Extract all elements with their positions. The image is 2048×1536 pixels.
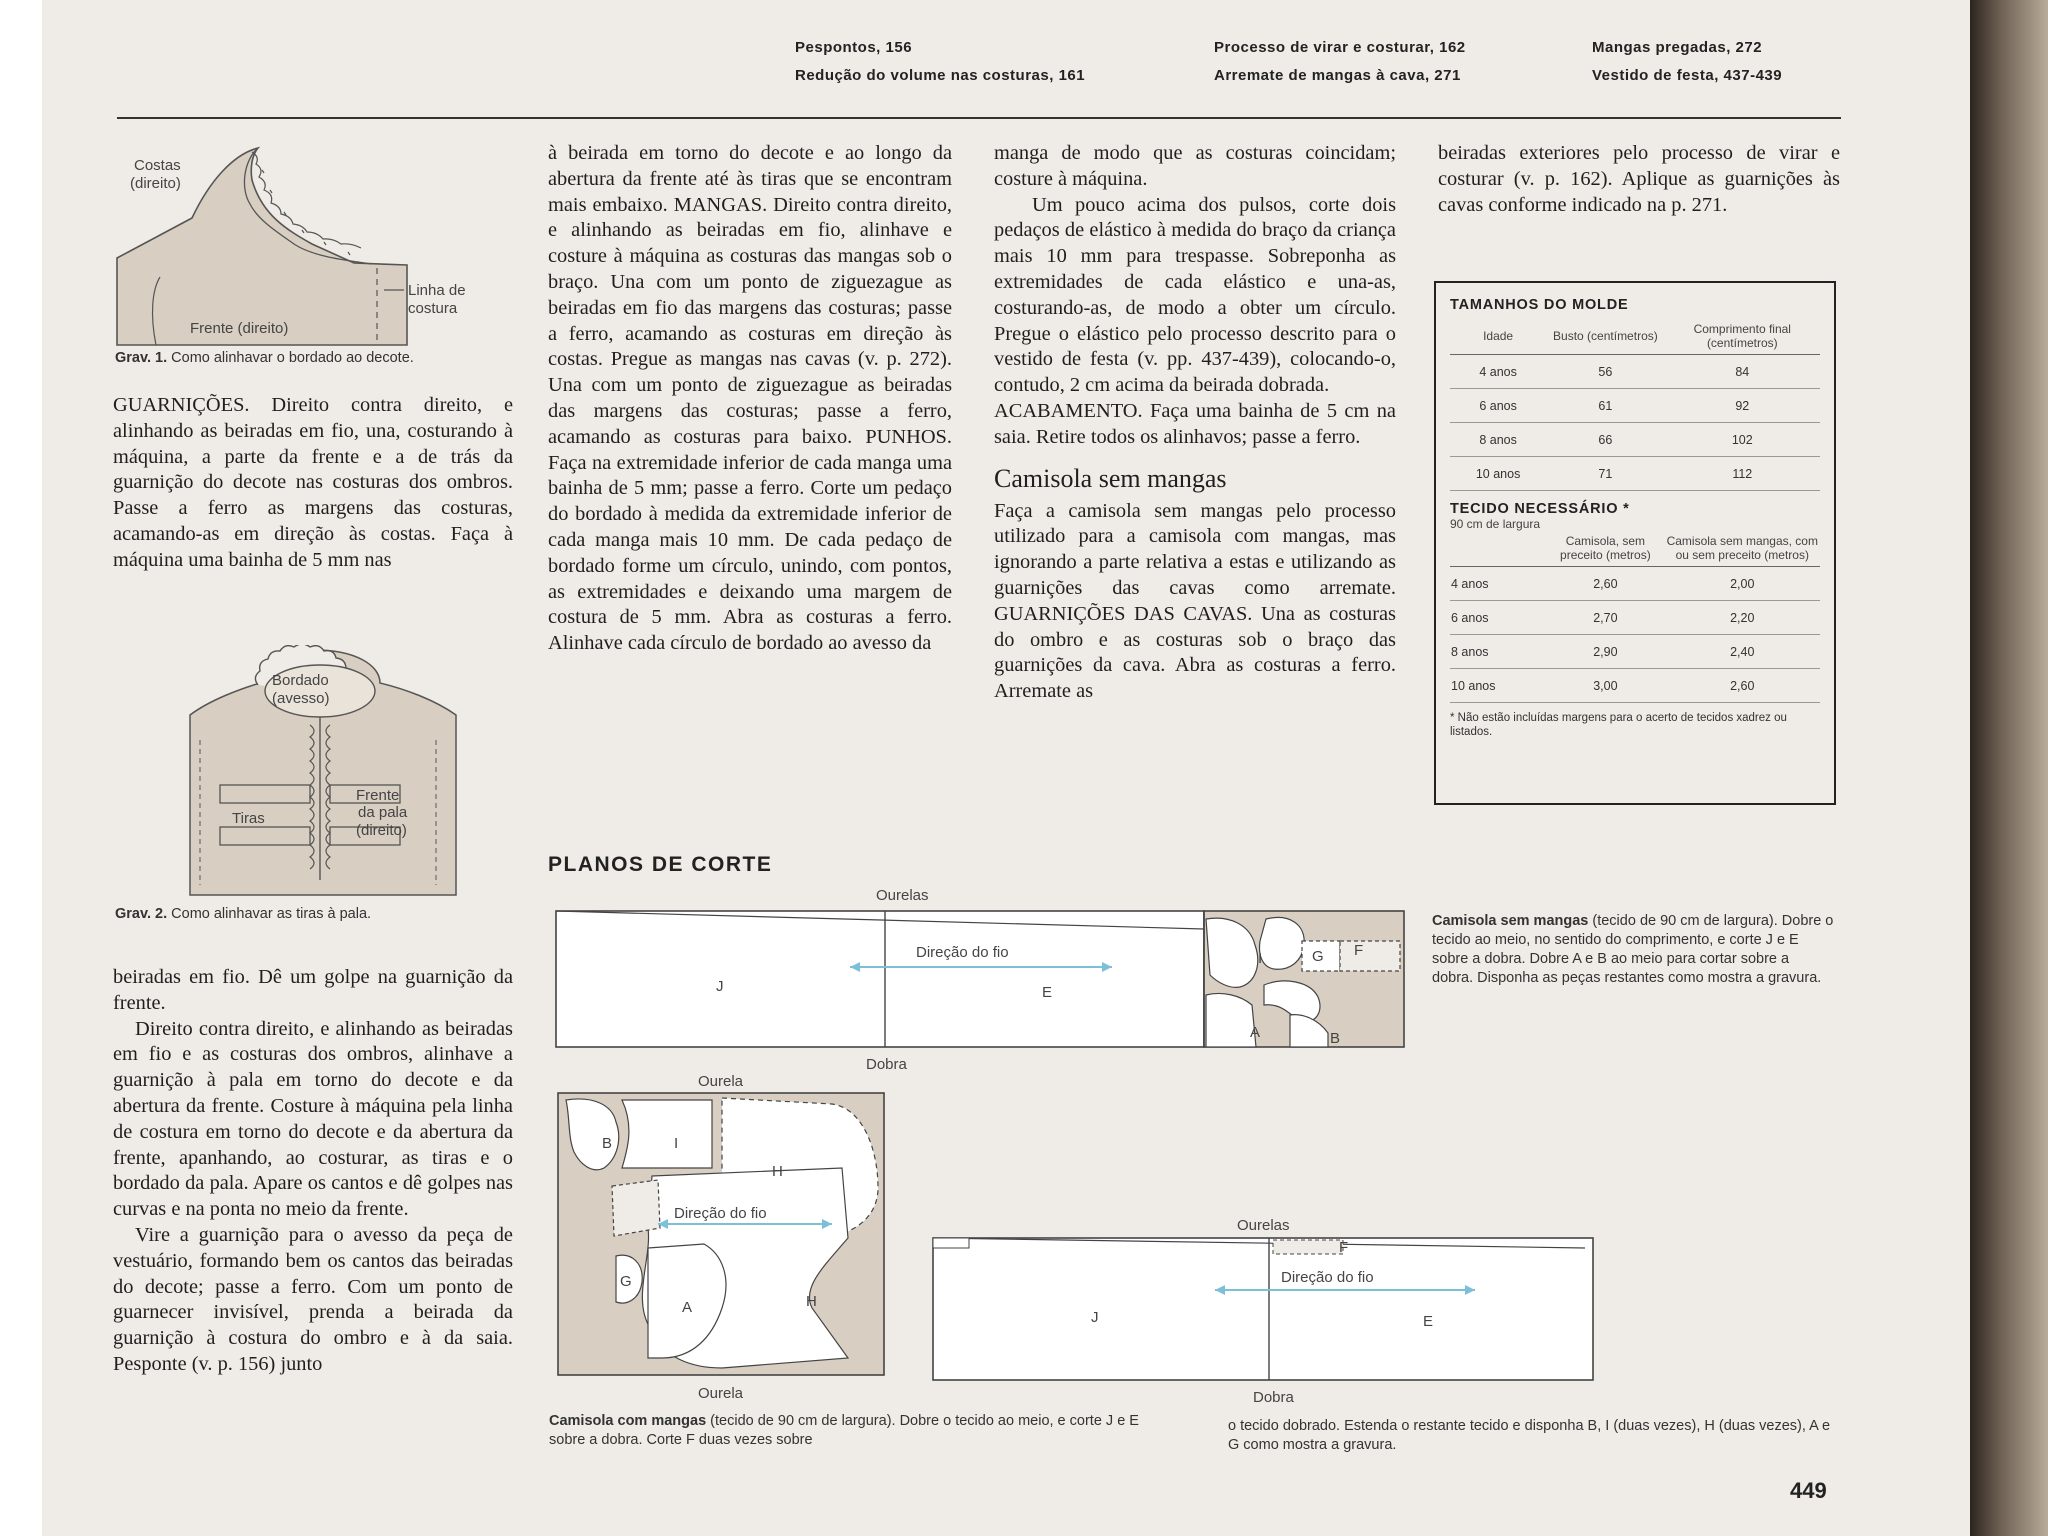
- header-ref: Mangas pregadas, 272: [1592, 39, 1763, 56]
- col-header: [1450, 533, 1546, 567]
- table-cell: 92: [1665, 389, 1820, 423]
- label-costura: costura: [408, 300, 458, 317]
- table-cell: 8 anos: [1450, 635, 1546, 669]
- label-piece-F: F: [1354, 942, 1364, 959]
- label-dobra: Dobra: [1253, 1389, 1294, 1406]
- paragraph: Faça a camisola sem mangas pelo processo utilizado para a camisola com mangas, mas ignorando a parte relativa a estas e utilizando as guarnições das cavas como arremate. GUARNIÇÕES DAS CAVAS. Una as costuras do ombro e as costuras sob o braço das guarnições da cava. Abra as costuras a ferro. Arremate as: [994, 499, 1396, 703]
- fabric-table: [1450, 533, 1820, 703]
- cutting-plan-restante: [552, 1068, 892, 1408]
- fabric-title: TECIDO NECESSÁRIO *: [1450, 501, 1630, 517]
- label-piece-J: J: [1091, 1309, 1099, 1326]
- paragraph: ACABAMENTO. Faça uma bainha de 5 cm na saia. Retire todos os alinhavos; passe a ferro.: [994, 399, 1396, 448]
- figure-1-neckline: [112, 140, 512, 350]
- label-bordado: Bordado: [272, 672, 329, 689]
- label-costas-direito: (direito): [130, 175, 181, 192]
- label-piece-A: A: [1250, 1024, 1261, 1041]
- page-number: 449: [1790, 1478, 1827, 1503]
- table-cell: 2,00: [1665, 567, 1820, 601]
- table-cell: 2,90: [1546, 635, 1664, 669]
- label-piece-H-top: H: [772, 1163, 783, 1180]
- label-tiras: Tiras: [232, 810, 265, 827]
- table-cell: 2,60: [1665, 669, 1820, 703]
- col-header: Camisola sem mangas, com ou sem preceito (metros): [1665, 533, 1820, 567]
- planos-title: PLANOS DE CORTE: [548, 853, 773, 876]
- caption-text: Como alinhavar as tiras à pala.: [167, 906, 372, 922]
- label-ourela-top: Ourela: [698, 1073, 744, 1090]
- figure-2-yoke: [180, 645, 470, 905]
- col-header: Camisola, sem preceito (metros): [1546, 533, 1664, 567]
- table-cell: 2,20: [1665, 601, 1820, 635]
- header-ref: Processo de virar e costurar, 162: [1214, 39, 1466, 56]
- table-cell: 66: [1546, 423, 1664, 457]
- label-piece-H-bottom: H: [806, 1293, 817, 1310]
- table-cell: 2,70: [1546, 601, 1664, 635]
- table-cell: 2,40: [1665, 635, 1820, 669]
- paragraph: Um pouco acima dos pulsos, corte dois pedaços de elástico à medida do braço da criança mais 10 mm para trespasse. Sobreponha as extremidades de cada elástico e una-as, costurando-as, de modo a obter um círculo. Pregue o elástico pelo processo descrito para o vestido de festa (v. pp. 437-439), colocando-o, contudo, 2 cm acima da beirada dobrada.: [994, 193, 1396, 397]
- label-ourelas: Ourelas: [1237, 1217, 1290, 1234]
- col-header: Idade: [1450, 321, 1546, 355]
- header-ref: Arremate de mangas à cava, 271: [1214, 67, 1461, 84]
- table-cell: 10 anos: [1450, 457, 1546, 491]
- caption-text: Como alinhavar o bordado ao decote.: [167, 350, 414, 366]
- label-piece-G: G: [620, 1273, 632, 1290]
- label-ourela-bottom: Ourela: [698, 1385, 744, 1402]
- cutting-plan-com-mangas-caption: [549, 1412, 1149, 1450]
- col1-text-top: GUARNIÇÕES. Direito contra direito, e alinhando as beiradas em fio, una, costurando à máquina, a parte da frente e a de trás da guarnição do decote nas costuras dos ombros. Passe a ferro as margens das costuras, acamando-as em direção às costas. Faça à máquina uma bainha de 5 mm nas: [113, 394, 513, 571]
- fabric-subtitle: 90 cm de largura: [1450, 517, 1541, 531]
- cutting-plan-com-mangas: [925, 1210, 1605, 1410]
- col4-text: beiradas exteriores pelo processo de virar e costurar (v. p. 162). Aplique as guarnições às cavas conforme indicado na p. 271.: [1438, 142, 1840, 216]
- header-ref: Redução do volume nas costuras, 161: [795, 67, 1086, 84]
- cutting-plan-sem-mangas-caption: [1432, 912, 1834, 988]
- col-header: Comprimento final (centímetros): [1665, 321, 1820, 355]
- table-cell: 6 anos: [1450, 601, 1546, 635]
- table-cell: 112: [1665, 457, 1820, 491]
- label-direcao-do-fio: Direção do fio: [674, 1205, 767, 1222]
- label-frente-direito: Frente (direito): [190, 320, 289, 337]
- cutting-plan-sem-mangas: [550, 885, 1410, 1085]
- caption-text: (tecido de 90 cm de largura). Dobre o tecido ao meio, e corte J e E sobre a dobra. Corte F duas vezes sobre: [549, 1413, 1139, 1448]
- table-cell: 84: [1665, 355, 1820, 389]
- label-dobra: Dobra: [866, 1056, 907, 1073]
- label-piece-J: J: [716, 978, 724, 995]
- table-row: [1450, 601, 1820, 635]
- paragraph: Direito contra direito, e alinhando as beiradas em fio e as costuras dos ombros, alinhave a guarnição à pala em torno do decote e da abertura da frente. Costure à máquina pela linha de costura em torno do decote e da abertura da frente, apanhando, ao costurar, as tiras e o bordado da pala. Apare os cantos e dê golpes nas curvas e na ponta no meio da frente.: [113, 1017, 513, 1221]
- caption-label: Camisola sem mangas: [1432, 913, 1589, 929]
- caption-text: (tecido de 90 cm de largura). Dobre o tecido ao meio, no sentido do comprimento, e corte J e E sobre a dobra. Dobre A e B ao meio para cortar sobre a dobra. Disponha as peças restantes como mostra a gravura.: [1432, 913, 1834, 986]
- table-cell: 102: [1665, 423, 1820, 457]
- label-frente-pala: Frente: [356, 787, 400, 804]
- book-spine: [1970, 0, 2048, 1536]
- table-cell: 71: [1546, 457, 1664, 491]
- table-row: [1450, 457, 1820, 491]
- label-avesso: (avesso): [272, 690, 330, 707]
- table-row: [1450, 389, 1820, 423]
- table-cell: 56: [1546, 355, 1664, 389]
- table-cell: 8 anos: [1450, 423, 1546, 457]
- fabric-note: * Não estão incluídas margens para o acerto de tecidos xadrez ou listados.: [1450, 712, 1787, 738]
- figure-1-caption: [115, 350, 414, 366]
- label-piece-I: I: [1258, 950, 1263, 967]
- cutting-plan-com-mangas-caption-cont: o tecido dobrado. Estenda o restante tecido e disponha B, I (duas vezes), H (duas vezes), A e G como mostra a gravura.: [1228, 1418, 1831, 1453]
- table-row: [1450, 635, 1820, 669]
- paragraph: manga de modo que as costuras coincidam; costure à máquina.: [994, 142, 1396, 190]
- table-cell: 2,60: [1546, 567, 1664, 601]
- table-cell: 4 anos: [1450, 567, 1546, 601]
- table-row: [1450, 423, 1820, 457]
- table-cell: 3,00: [1546, 669, 1664, 703]
- label-piece-G: G: [1312, 948, 1324, 965]
- label-piece-B: B: [1330, 1030, 1341, 1047]
- col2-text: à beirada em torno do decote e ao longo da abertura da frente até às tiras que se encontram mais embaixo. MANGAS. Direito contra direito, e alinhando as beiradas em fio, alinhave e costure à máquina as costuras das mangas sob o braço. Una com um ponto de ziguezague as beiradas em fio das margens das costuras; passe a ferro, acamando as costuras em direção às costas. Pregue as mangas nas cavas (v. p. 272). Una com um ponto de ziguezague as beiradas das margens das costuras; passe a ferro, acamando as costuras para baixo. PUNHOS. Faça na extremidade inferior de cada manga uma bainha de 5 mm; passe a ferro. Corte um pedaço do bordado à medida da extremidade inferior de cada manga mais 10 mm. De cada pedaço de bordado forme um círculo, unindo, com pontos, as extremidades e deixando uma margem de costura de 5 mm. Abra as costuras a ferro. Alinhave cada círculo de bordado ao avesso da: [548, 142, 952, 655]
- label-direito: (direito): [356, 822, 407, 839]
- label-direcao-do-fio: Direção do fio: [916, 944, 1009, 961]
- label-costas: Costas: [134, 157, 181, 174]
- table-row: [1450, 567, 1820, 601]
- col1-text-bottom: [113, 965, 513, 1378]
- header-ref-col-3: [1592, 34, 1782, 90]
- sizes-title: TAMANHOS DO MOLDE: [1450, 297, 1629, 313]
- label-linha-de: Linha de: [408, 282, 466, 299]
- col3-text: [994, 141, 1396, 705]
- caption-label: Grav. 2.: [115, 906, 168, 922]
- table-row: [1450, 669, 1820, 703]
- header-ref: Pespontos, 156: [795, 39, 913, 56]
- label-piece-A: A: [682, 1299, 693, 1316]
- sizes-box: [1434, 281, 1836, 805]
- header-ref-col-2: [1214, 34, 1466, 90]
- table-cell: 6 anos: [1450, 389, 1546, 423]
- table-cell: 61: [1546, 389, 1664, 423]
- table-row: [1450, 355, 1820, 389]
- label-piece-B: B: [602, 1135, 613, 1152]
- paragraph: beiradas em fio. Dê um golpe na guarnição da frente.: [113, 966, 513, 1014]
- label-da-pala: da pala: [358, 804, 408, 821]
- header-rule: [117, 117, 1841, 119]
- label-piece-F: F: [1339, 1239, 1349, 1256]
- col-header: Busto (centímetros): [1546, 321, 1664, 355]
- label-piece-E: E: [1423, 1313, 1434, 1330]
- label-direcao-do-fio: Direção do fio: [1281, 1269, 1374, 1286]
- paragraph: Vire a guarnição para o avesso da peça de vestuário, formando bem os cantos das beiradas do decote; passe a ferro. Com um ponto de guarnecer invisível, prenda a beirada da guarnição à costura do ombro e à da saia. Pesponte (v. p. 156) junto: [113, 1223, 513, 1375]
- label-piece-I: I: [674, 1135, 679, 1152]
- label-piece-E: E: [1042, 984, 1053, 1001]
- header-ref-col-1: [795, 34, 1085, 90]
- table-cell: 10 anos: [1450, 669, 1546, 703]
- caption-label: Grav. 1.: [115, 350, 168, 366]
- sizes-table: [1450, 321, 1820, 491]
- section-heading: Camisola sem mangas: [994, 463, 1227, 493]
- figure-2-caption: [115, 906, 371, 922]
- label-ourelas: Ourelas: [876, 887, 929, 904]
- header-ref: Vestido de festa, 437-439: [1592, 67, 1783, 84]
- table-cell: 4 anos: [1450, 355, 1546, 389]
- caption-label: Camisola com mangas: [549, 1413, 707, 1429]
